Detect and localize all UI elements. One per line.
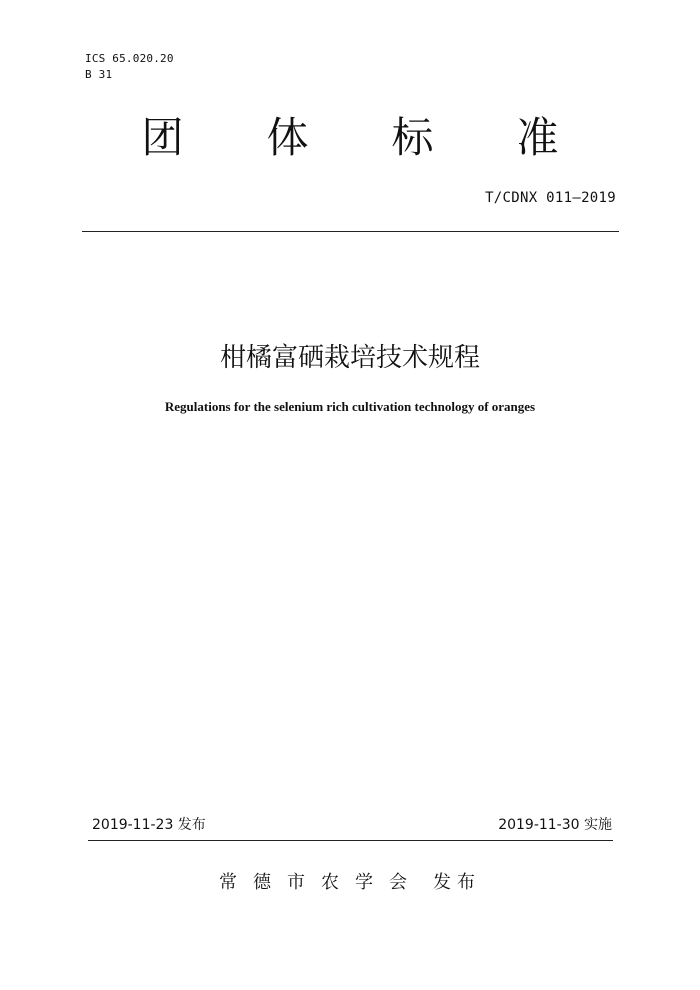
standard-type-title — [100, 110, 600, 166]
footer-divider — [88, 840, 613, 841]
standard-type-char: 团 — [141, 113, 184, 162]
ics-code: ICS 65.020.20 — [85, 52, 174, 65]
document-title-english: Regulations for the selenium rich cultivation technology of oranges — [164, 399, 536, 414]
document-title-chinese: 柑橘富硒栽培技术规程 — [219, 343, 480, 373]
effective-date: 2019-11-30 实施 — [498, 817, 612, 833]
publish-date: 2019-11-23 发布 — [92, 817, 206, 833]
header-divider — [82, 231, 619, 232]
publisher-action: 发布 — [433, 872, 481, 893]
standard-type-char: 体 — [266, 113, 309, 162]
publisher-line — [0, 868, 700, 894]
standard-number: T/CDNX 011—2019 — [485, 190, 616, 206]
standard-type-char: 准 — [516, 113, 559, 162]
standard-type-char: 标 — [391, 113, 434, 162]
ccs-code: B 31 — [85, 68, 113, 81]
publisher-name: 常德市农学会 — [219, 872, 423, 893]
